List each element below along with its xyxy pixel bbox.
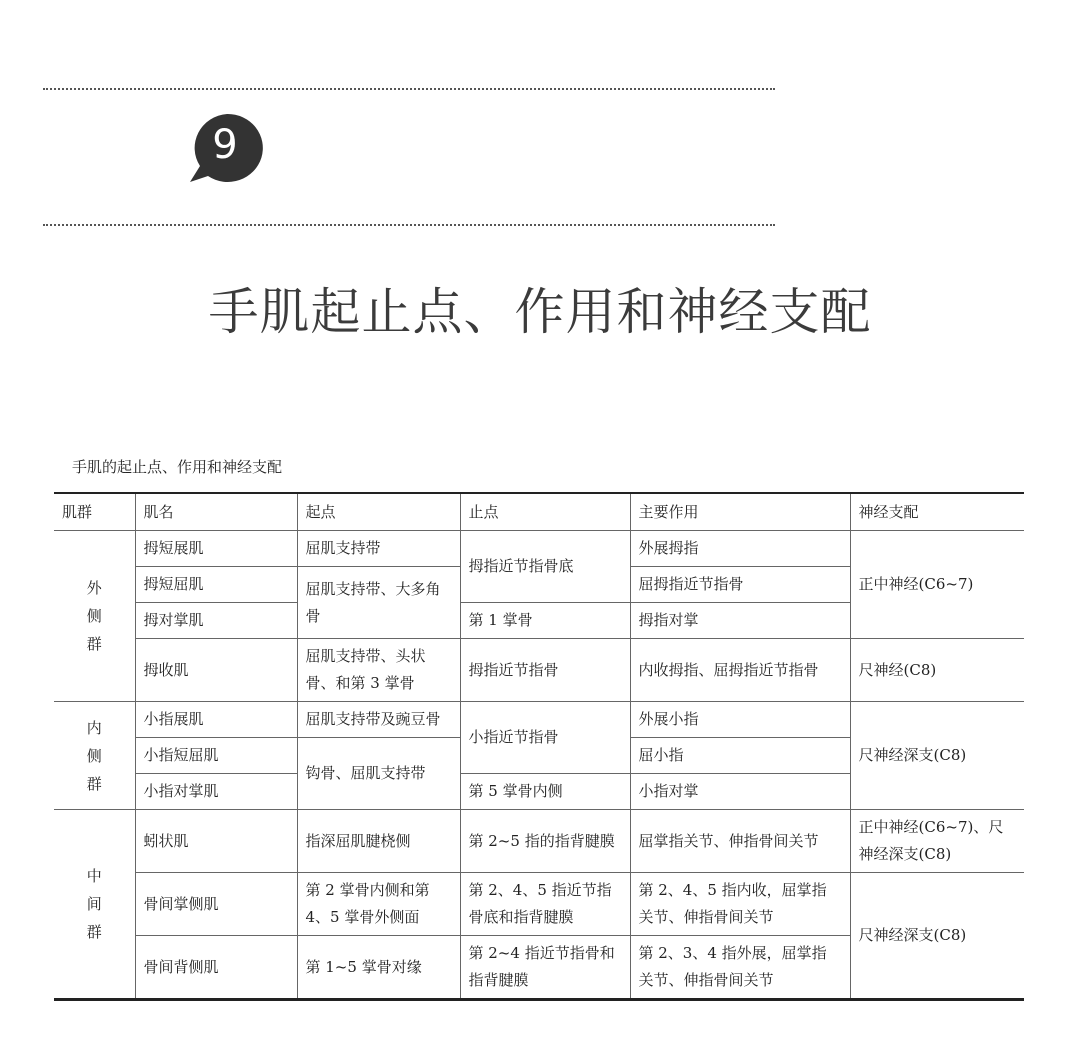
muscle-insertion: 拇指近节指骨底 <box>460 531 630 603</box>
muscle-action: 屈拇指近节指骨 <box>630 567 850 603</box>
muscle-insertion: 拇指近节指骨 <box>460 639 630 702</box>
muscle-nerve: 正中神经(C6~7)、尺神经深支(C8) <box>850 810 1024 873</box>
table-header-row <box>54 493 1024 531</box>
group-middle: 中间群 <box>54 810 135 1000</box>
header-nerve: 神经支配 <box>850 493 1024 531</box>
table-row <box>54 531 1024 567</box>
group-lateral: 外侧群 <box>54 531 135 702</box>
muscle-origin: 屈肌支持带、大多角骨 <box>297 567 460 639</box>
muscle-origin: 指深屈肌腱桡侧 <box>297 810 460 873</box>
table-caption: 手肌的起止点、作用和神经支配 <box>72 458 283 476</box>
muscle-nerve: 尺神经(C8) <box>850 639 1024 702</box>
muscle-action: 小指对掌 <box>630 774 850 810</box>
muscle-name: 拇对掌肌 <box>135 603 297 639</box>
muscle-name: 小指对掌肌 <box>135 774 297 810</box>
muscle-nerve: 尺神经深支(C8) <box>850 702 1024 810</box>
muscle-insertion: 第 2、4、5 指近节指骨底和指背腱膜 <box>460 873 630 936</box>
muscle-name: 蚓状肌 <box>135 810 297 873</box>
dotted-divider-bottom <box>43 224 775 226</box>
page-title: 手肌起止点、作用和神经支配 <box>208 283 872 341</box>
header-insertion: 止点 <box>460 493 630 531</box>
muscle-origin: 屈肌支持带及豌豆骨 <box>297 702 460 738</box>
muscle-name: 拇短屈肌 <box>135 567 297 603</box>
muscle-insertion: 第 2~4 指近节指骨和指背腱膜 <box>460 936 630 1000</box>
muscle-table <box>54 492 1024 1001</box>
section-number: 9 <box>212 122 238 168</box>
muscle-name: 小指展肌 <box>135 702 297 738</box>
muscle-name: 拇收肌 <box>135 639 297 702</box>
muscle-origin: 第 1~5 掌骨对缘 <box>297 936 460 1000</box>
table-row <box>54 639 1024 702</box>
muscle-origin: 屈肌支持带 <box>297 531 460 567</box>
muscle-name: 骨间掌侧肌 <box>135 873 297 936</box>
muscle-name: 小指短屈肌 <box>135 738 297 774</box>
dotted-divider-top <box>43 88 775 90</box>
header-action: 主要作用 <box>630 493 850 531</box>
muscle-origin: 钩骨、屈肌支持带 <box>297 738 460 810</box>
muscle-action: 外展小指 <box>630 702 850 738</box>
muscle-insertion: 第 5 掌骨内侧 <box>460 774 630 810</box>
muscle-insertion: 第 1 掌骨 <box>460 603 630 639</box>
muscle-name: 拇短展肌 <box>135 531 297 567</box>
muscle-insertion: 小指近节指骨 <box>460 702 630 774</box>
header-origin: 起点 <box>297 493 460 531</box>
muscle-name: 骨间背侧肌 <box>135 936 297 1000</box>
header-group: 肌群 <box>54 493 135 531</box>
table-row <box>54 873 1024 936</box>
group-medial: 内侧群 <box>54 702 135 810</box>
muscle-action: 内收拇指、屈拇指近节指骨 <box>630 639 850 702</box>
muscle-action: 拇指对掌 <box>630 603 850 639</box>
muscle-action: 屈小指 <box>630 738 850 774</box>
muscle-insertion: 第 2~5 指的指背腱膜 <box>460 810 630 873</box>
muscle-origin: 屈肌支持带、头状骨、和第 3 掌骨 <box>297 639 460 702</box>
table-row <box>54 810 1024 873</box>
muscle-action: 外展拇指 <box>630 531 850 567</box>
muscle-action: 第 2、3、4 指外展，屈掌指关节、伸指骨间关节 <box>630 936 850 1000</box>
muscle-action: 第 2、4、5 指内收，屈掌指关节、伸指骨间关节 <box>630 873 850 936</box>
muscle-nerve: 正中神经(C6~7) <box>850 531 1024 639</box>
muscle-nerve: 尺神经深支(C8) <box>850 873 1024 1000</box>
muscle-origin: 第 2 掌骨内侧和第 4、5 掌骨外侧面 <box>297 873 460 936</box>
header-name: 肌名 <box>135 493 297 531</box>
table-row <box>54 702 1024 738</box>
muscle-action: 屈掌指关节、伸指骨间关节 <box>630 810 850 873</box>
